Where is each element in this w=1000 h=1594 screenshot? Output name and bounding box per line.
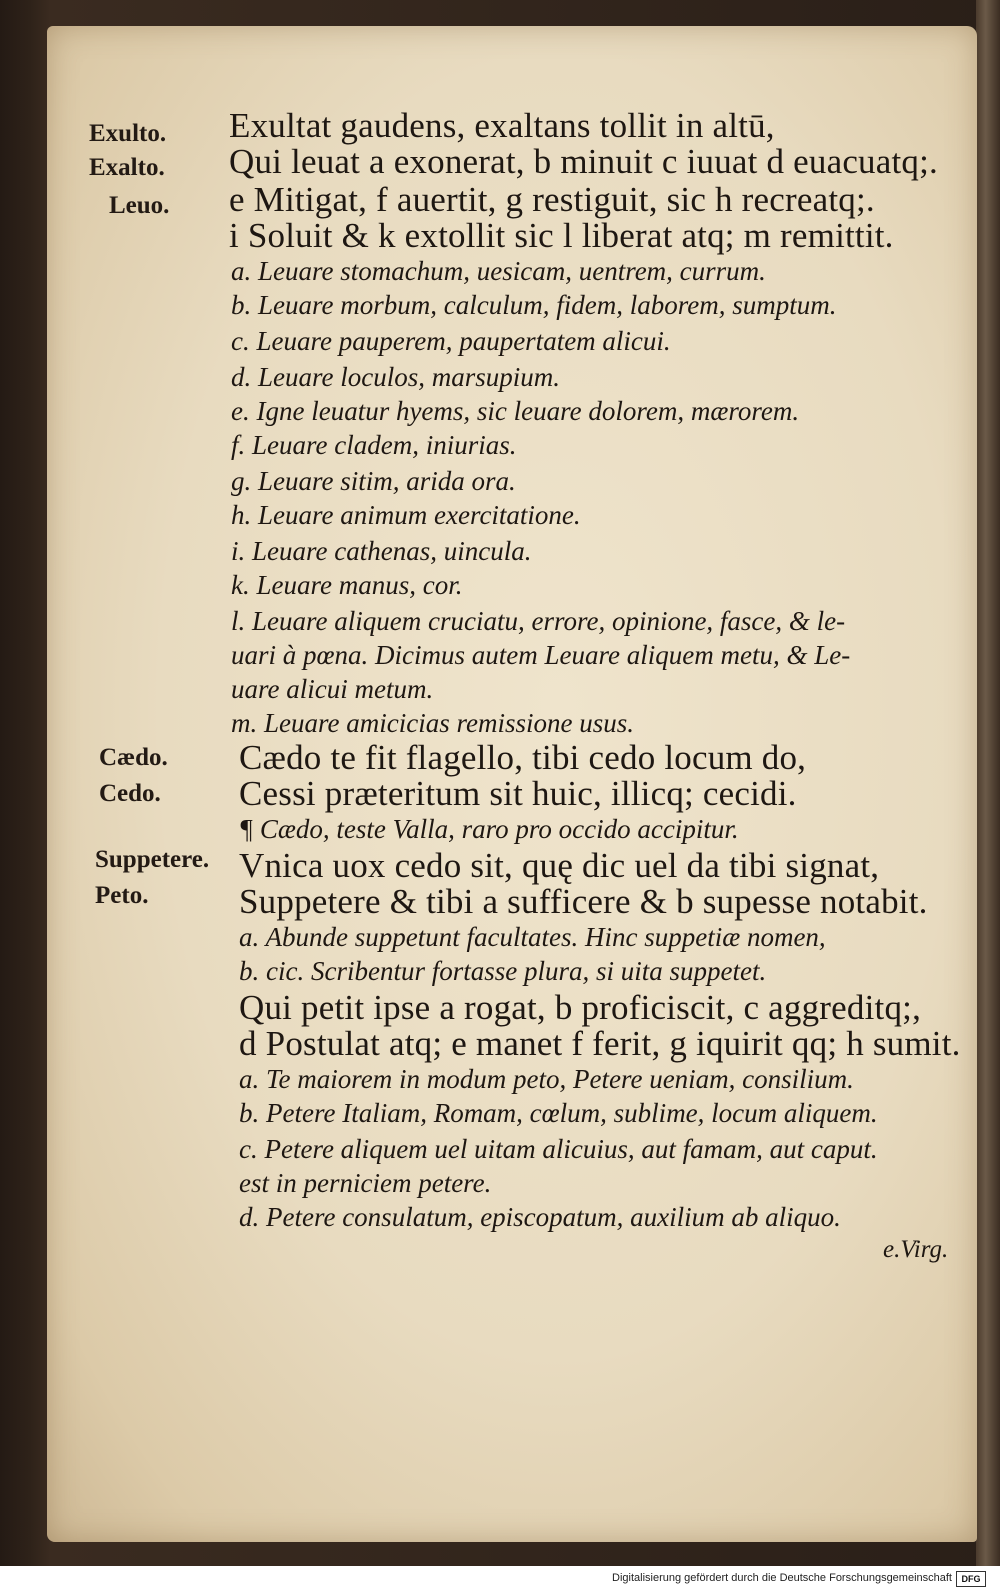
note-line: i. Leuare cathenas, uincula. — [231, 536, 532, 566]
verse-line: Exultat gaudens, exaltans tollit in altū, — [229, 106, 775, 145]
footer-bar — [0, 1566, 1000, 1594]
note-line: b. cic. Scribentur fortasse plura, si uita suppetet. — [239, 956, 767, 986]
note-line: h. Leuare animum exercitatione. — [231, 500, 581, 530]
note-line: c. Leuare pauperem, paupertatem alicui. — [231, 326, 671, 356]
note-line: c. Petere aliquem uel uitam alicuius, aut famam, aut caput. — [239, 1134, 878, 1164]
verse-line: e Mitigat, f auertit, g restiguit, sic h recreatq;. — [229, 180, 875, 219]
catchword: e.Virg. — [883, 1236, 949, 1263]
note-line: est in perniciem petere. — [239, 1168, 492, 1198]
margin-note-suppetere: Suppetere. — [95, 846, 210, 873]
verse-line: Qui petit ipse a rogat, b proficiscit, c aggreditq;, — [239, 988, 922, 1027]
note-line: k. Leuare manus, cor. — [231, 570, 463, 600]
margin-note-peto: Peto. — [95, 882, 149, 909]
note-line: a. Te maiorem in modum peto, Petere ueniam, consilium. — [239, 1064, 854, 1094]
margin-note-exulto: Exulto. — [89, 120, 167, 147]
verse-line: Cædo te fit flagello, tibi cedo locum do, — [239, 738, 807, 777]
note-line: a. Leuare stomachum, uesicam, uentrem, currum. — [231, 256, 766, 286]
note-line: b. Petere Italiam, Romam, cœlum, sublime, locum aliquem. — [239, 1098, 878, 1128]
note-line: d. Leuare loculos, marsupium. — [231, 362, 560, 392]
note-line: g. Leuare sitim, arida ora. — [231, 466, 516, 496]
note-line: ¶ Cædo, teste Valla, raro pro occido accipitur. — [239, 814, 739, 844]
margin-note-leuo: Leuo. — [109, 192, 170, 219]
book-page — [47, 26, 977, 1542]
verse-line: Qui leuat a exonerat, b minuit c iuuat d euacuatq;. — [229, 142, 938, 181]
verse-line: d Postulat atq; e manet f ferit, g iquirit qq; h sumit. — [239, 1024, 961, 1063]
note-line: a. Abunde suppetunt facultates. Hinc suppetiæ nomen, — [239, 922, 826, 952]
funding-credit: Digitalisierung gefördert durch die Deutsche Forschungsgemeinschaft — [612, 1572, 952, 1584]
note-line: e. Igne leuatur hyems, sic leuare dolorem, mærorem. — [231, 396, 800, 426]
note-line: b. Leuare morbum, calculum, fidem, laborem, sumptum. — [231, 290, 837, 320]
note-line: m. Leuare amicicias remissione usus. — [231, 708, 634, 738]
verse-line: i Soluit & k extollit sic l liberat atq; m remittit. — [229, 216, 894, 255]
verse-line: Vnica uox cedo sit, quę dic uel da tibi signat, — [239, 846, 880, 885]
margin-note-exalto: Exalto. — [89, 154, 165, 181]
note-line: l. Leuare aliquem cruciatu, errore, opinione, fasce, & le- — [231, 606, 846, 636]
margin-note-caedo: Cædo. — [99, 744, 168, 771]
dfg-logo-icon: DFG — [956, 1571, 986, 1587]
verse-line: Cessi præteritum sit huic, illicq; cecidi. — [239, 774, 797, 813]
margin-note-cedo: Cedo. — [99, 780, 161, 807]
note-line: f. Leuare cladem, iniurias. — [231, 430, 517, 460]
note-line: uari à pœna. Dicimus autem Leuare aliquem metu, & Le- — [231, 640, 851, 670]
book-edge — [976, 0, 1000, 1566]
note-line: d. Petere consulatum, episcopatum, auxilium ab aliquo. — [239, 1202, 841, 1232]
verse-line: Suppetere & tibi a sufficere & b supesse notabit. — [239, 882, 928, 921]
note-line: uare alicui metum. — [231, 674, 434, 704]
